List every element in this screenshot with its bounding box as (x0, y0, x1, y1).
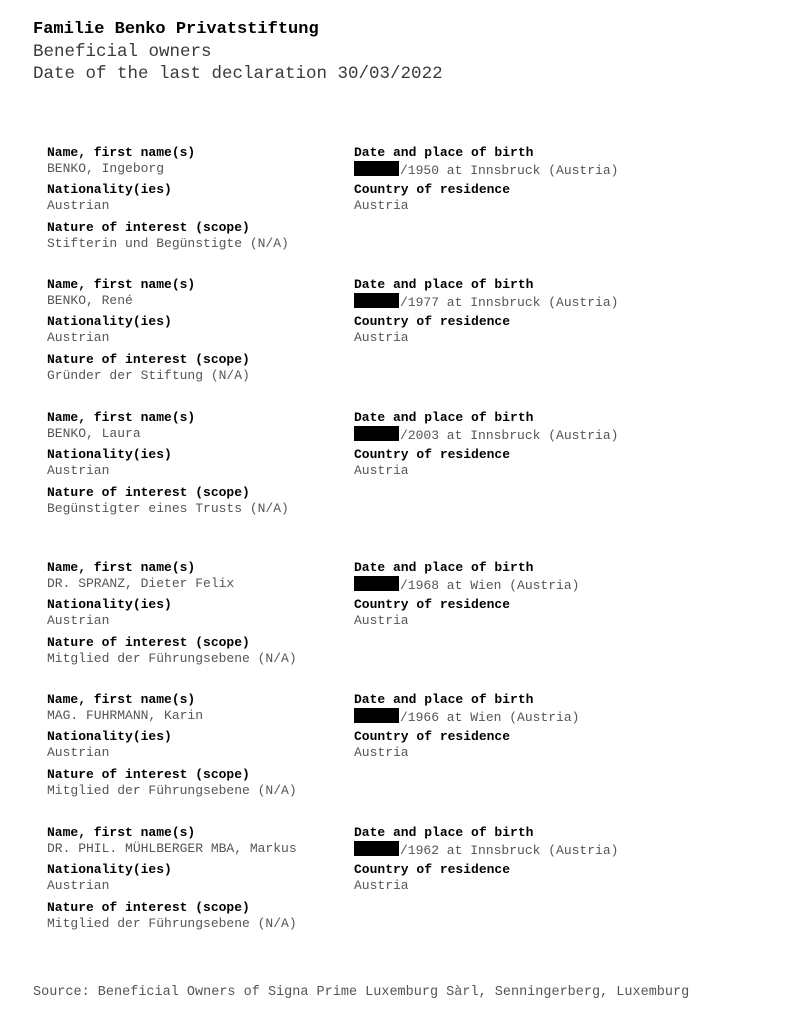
owner-name: BENKO, René (47, 293, 133, 308)
document-title: Familie Benko Privatstiftung (33, 20, 319, 39)
nature-label: Nature of interest (scope) (47, 485, 250, 500)
owner-nature-of-interest: Mitglied der Führungsebene (N/A) (47, 916, 297, 931)
nationality-label: Nationality(ies) (47, 447, 172, 462)
name-label: Name, first name(s) (47, 825, 196, 840)
birth-label: Date and place of birth (354, 145, 534, 160)
owner-entry (0, 692, 790, 812)
birth-label: Date and place of birth (354, 825, 534, 840)
nationality-label: Nationality(ies) (47, 597, 172, 612)
owner-entry (0, 560, 790, 680)
residence-label: Country of residence (354, 597, 511, 612)
nature-label: Nature of interest (scope) (47, 220, 250, 235)
owner-nationality: Austrian (47, 613, 110, 628)
owner-birth-text: /1950 at Innsbruck (Austria) (400, 163, 619, 178)
owner-residence: Austria (354, 745, 409, 760)
owner-birth (354, 426, 618, 444)
owner-nature-of-interest: Mitglied der Führungsebene (N/A) (47, 783, 297, 798)
residence-label: Country of residence (354, 182, 511, 197)
owner-nationality: Austrian (47, 463, 110, 478)
nationality-label: Nationality(ies) (47, 862, 172, 877)
owner-birth (354, 841, 618, 859)
nature-label: Nature of interest (scope) (47, 352, 250, 367)
owner-nature-of-interest: Begünstigter eines Trusts (N/A) (47, 501, 289, 516)
owner-entry (0, 145, 790, 265)
owner-birth (354, 161, 618, 179)
owner-entry (0, 277, 790, 397)
redaction-bar (354, 708, 399, 723)
nature-label: Nature of interest (scope) (47, 900, 250, 915)
name-label: Name, first name(s) (47, 277, 196, 292)
name-label: Name, first name(s) (47, 410, 196, 425)
owner-nationality: Austrian (47, 198, 110, 213)
residence-label: Country of residence (354, 729, 511, 744)
owner-birth-text: /1977 at Innsbruck (Austria) (400, 295, 619, 310)
residence-label: Country of residence (354, 862, 511, 877)
owner-nature-of-interest: Gründer der Stiftung (N/A) (47, 368, 250, 383)
birth-label: Date and place of birth (354, 560, 534, 575)
redaction-bar (354, 426, 399, 441)
owner-birth (354, 293, 618, 311)
owner-residence: Austria (354, 613, 409, 628)
redaction-bar (354, 293, 399, 308)
owner-nationality: Austrian (47, 330, 110, 345)
owner-residence: Austria (354, 198, 409, 213)
redaction-bar (354, 576, 399, 591)
owner-residence: Austria (354, 463, 409, 478)
residence-label: Country of residence (354, 314, 511, 329)
nature-label: Nature of interest (scope) (47, 767, 250, 782)
name-label: Name, first name(s) (47, 560, 196, 575)
owner-birth-text: /2003 at Innsbruck (Austria) (400, 428, 619, 443)
owner-birth-text: /1962 at Innsbruck (Austria) (400, 843, 619, 858)
birth-label: Date and place of birth (354, 410, 534, 425)
nature-label: Nature of interest (scope) (47, 635, 250, 650)
declaration-date: Date of the last declaration 30/03/2022 (33, 64, 443, 84)
nationality-label: Nationality(ies) (47, 729, 172, 744)
owner-name: DR. PHIL. MÜHLBERGER MBA, Markus (47, 841, 297, 856)
redaction-bar (354, 841, 399, 856)
owner-name: BENKO, Laura (47, 426, 141, 441)
name-label: Name, first name(s) (47, 692, 196, 707)
owner-name: BENKO, Ingeborg (47, 161, 165, 176)
owner-residence: Austria (354, 330, 409, 345)
owner-birth (354, 708, 579, 726)
birth-label: Date and place of birth (354, 277, 534, 292)
name-label: Name, first name(s) (47, 145, 196, 160)
owner-name: DR. SPRANZ, Dieter Felix (47, 576, 235, 591)
birth-label: Date and place of birth (354, 692, 534, 707)
owner-name: MAG. FUHRMANN, Karin (47, 708, 204, 723)
owner-birth (354, 576, 579, 594)
residence-label: Country of residence (354, 447, 511, 462)
document-subtitle: Beneficial owners (33, 42, 212, 62)
nationality-label: Nationality(ies) (47, 314, 172, 329)
nationality-label: Nationality(ies) (47, 182, 172, 197)
owner-nature-of-interest: Mitglied der Führungsebene (N/A) (47, 651, 297, 666)
owner-entry (0, 825, 790, 945)
owner-nationality: Austrian (47, 878, 110, 893)
owner-birth-text: /1966 at Wien (Austria) (400, 710, 580, 725)
owner-birth-text: /1968 at Wien (Austria) (400, 578, 580, 593)
source-footer: Source: Beneficial Owners of Signa Prime Luxemburg Sàrl, Senningerberg, Luxemburg (33, 985, 690, 1000)
owner-residence: Austria (354, 878, 409, 893)
owner-nature-of-interest: Stifterin und Begünstigte (N/A) (47, 236, 289, 251)
redaction-bar (354, 161, 399, 176)
owner-entry (0, 410, 790, 530)
owner-nationality: Austrian (47, 745, 110, 760)
